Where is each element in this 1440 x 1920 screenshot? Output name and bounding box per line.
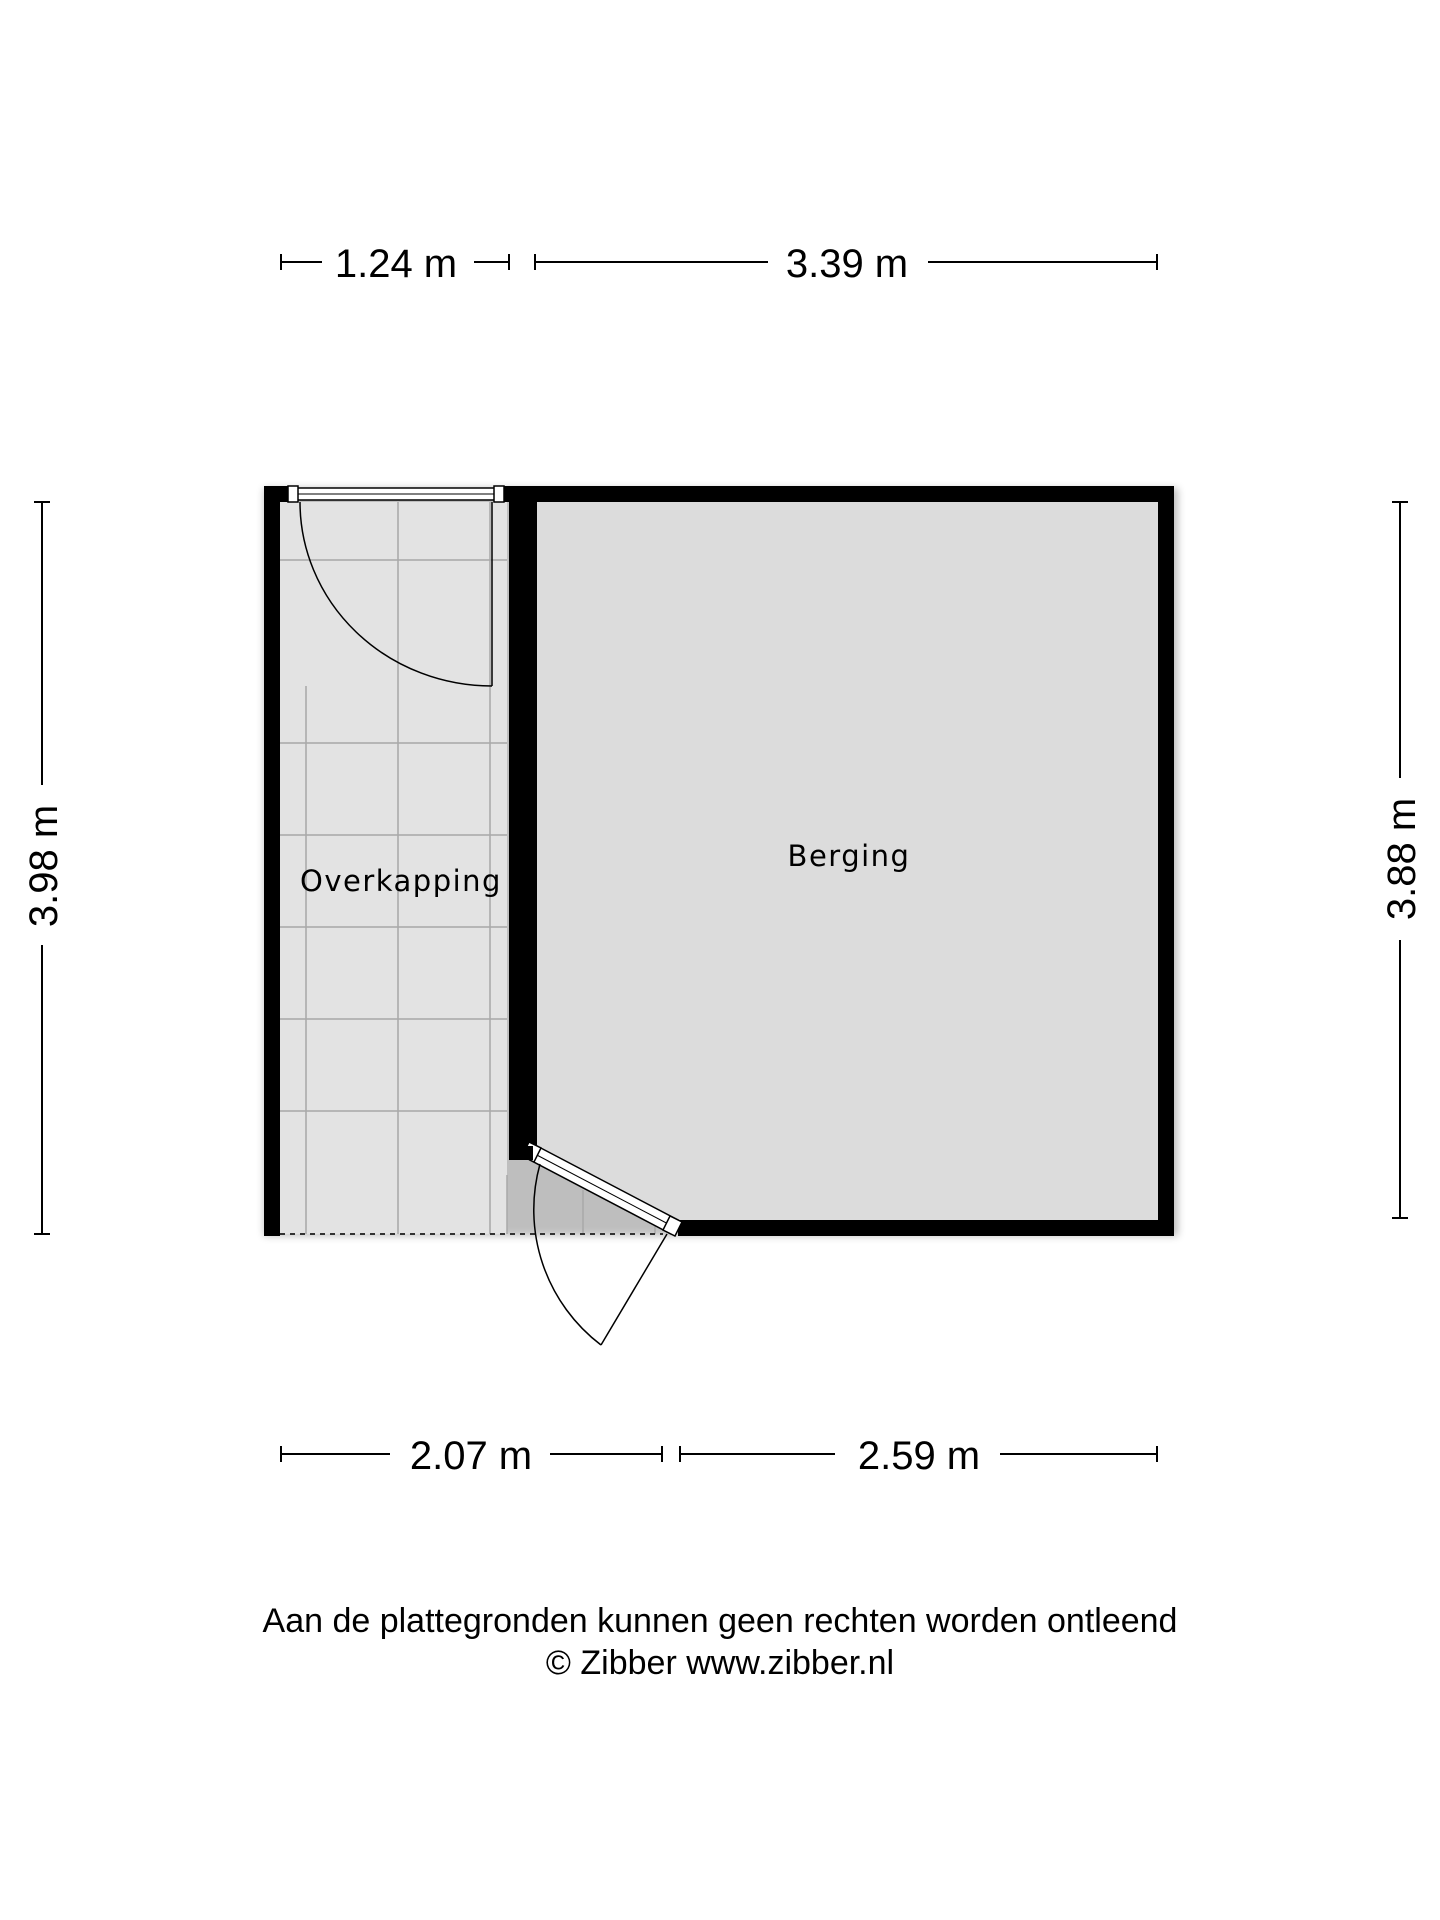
room-label-overkapping: Overkapping xyxy=(300,864,502,898)
footer-disclaimer: Aan de plattegronden kunnen geen rechten worden ontleend xyxy=(262,1602,1178,1640)
wall-bottom-berging xyxy=(678,1220,1174,1236)
top-opening-frame xyxy=(288,486,504,502)
dim-bottom-right: 2.59 m xyxy=(857,1434,981,1478)
dim-bottom-left: 2.07 m xyxy=(409,1434,533,1478)
footer-copyright: © Zibber www.zibber.nl xyxy=(545,1644,895,1682)
wall-partition xyxy=(509,486,537,1158)
dim-top-left: 1.24 m xyxy=(334,242,458,286)
dim-top-right: 3.39 m xyxy=(785,242,909,286)
dim-right: 3.88 m xyxy=(1380,797,1424,921)
wall-top-berging xyxy=(507,486,1174,502)
wall-left xyxy=(264,486,280,1236)
wall-top-left xyxy=(264,486,290,502)
room-label-berging: Berging xyxy=(787,839,911,873)
wall-right xyxy=(1158,486,1174,1236)
dim-left: 3.98 m xyxy=(22,804,66,928)
